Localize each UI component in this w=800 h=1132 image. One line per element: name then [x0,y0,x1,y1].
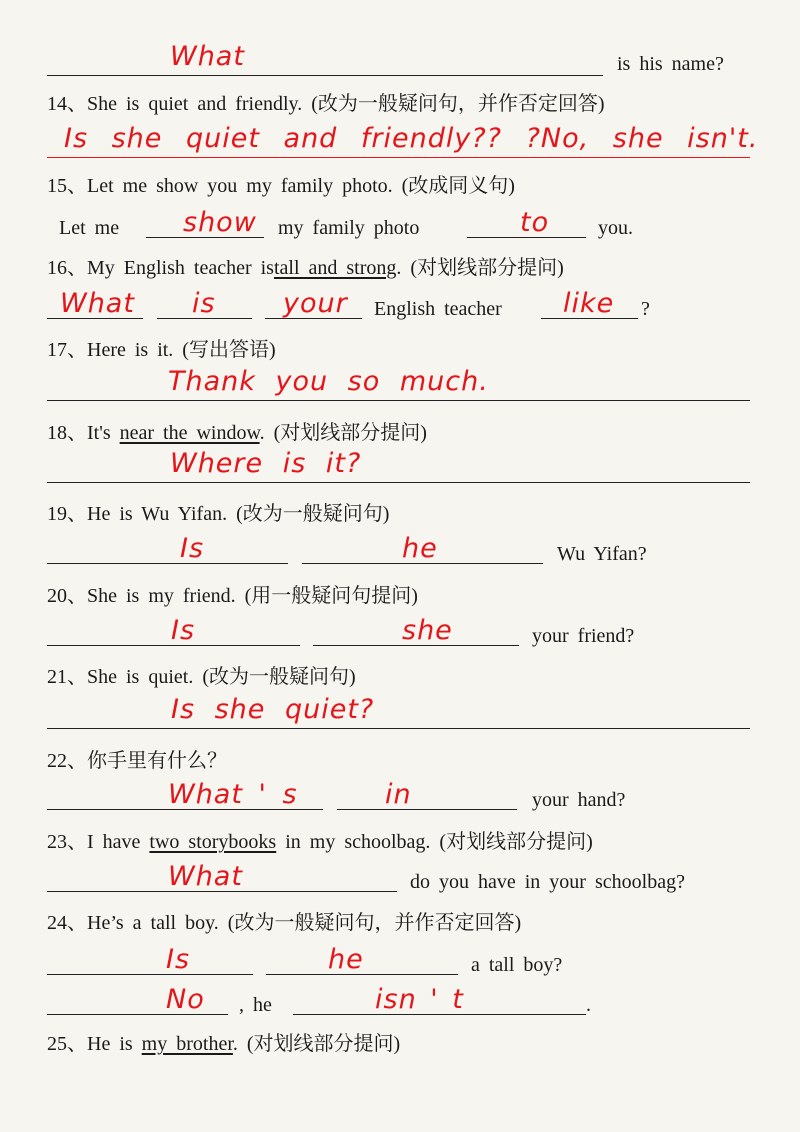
q16-answer-1: What [60,288,135,319]
q24-text-1: a tall boy? [471,954,563,976]
q17-question: 17、Here is it. (写出答语) [47,339,276,361]
q14-answer: Is she quiet and friendly?? ?No, she isn't. [64,123,759,154]
q13-answer-row [0,36,800,76]
q16-answer-4: like [563,288,615,319]
q16-answer-2: is [192,288,216,319]
q19-text-1: Wu Yifan? [557,543,647,565]
q19-answer-2: he [402,533,438,564]
q17-blank[interactable] [47,400,750,401]
q20-text-1: your friend? [532,625,635,647]
q24-text-3: . [586,994,591,1016]
q23-question-post: in my schoolbag. (对划线部分提问) [285,831,593,853]
q18-blank[interactable] [47,482,750,483]
q19-question-row [0,488,800,528]
q22-question: 22、你手里有什么？ [47,750,227,772]
q15-answer-1: show [183,207,257,238]
q19-question: 19、He is Wu Yifan. (改为一般疑问句) [47,503,390,525]
q25-question-pre: 25、He is [47,1033,133,1055]
q24-answer-3: No [166,984,205,1015]
q17-answer-row [0,361,800,401]
q15-text-1: Let me [59,217,120,239]
q18-question [47,423,427,443]
q23-question-underlined: two storybooks [149,831,277,853]
q14-blank[interactable] [47,157,750,158]
q22-answer-1: What ' s [168,779,298,810]
q14-question: 14、She is quiet and friendly. (改为一般疑问句，并作否定回答) [47,93,605,115]
q18-question-post: . (对划线部分提问) [259,422,427,444]
q23-answer-1: What [168,861,243,892]
q24-answer-row-1 [0,939,800,979]
q16-question [47,258,564,278]
q24-answer-4: isn ' t [375,984,464,1015]
q21-question-row [0,651,800,691]
q16-answer-row [0,283,800,323]
q24-question-row [0,897,800,937]
q25-question-row [0,1018,800,1058]
q24-answer-row-2 [0,979,800,1019]
q16-question-post: . (对划线部分提问) [396,257,564,279]
q20-question-row [0,570,800,610]
q21-question: 21、She is quiet. (改为一般疑问句) [47,666,356,688]
q22-answer-row [0,774,800,814]
q18-answer: Where is it? [170,448,362,479]
q16-question-row [0,242,800,282]
q13-tail: is his name? [617,53,724,75]
q24-answer-2: he [328,944,364,975]
q18-answer-row [0,443,800,483]
q23-question-pre: 23、I have [47,831,141,853]
q15-question-row [0,160,800,200]
q23-answer-row [0,856,800,896]
q21-answer-row [0,689,800,729]
q22-text-1: your hand? [532,789,626,811]
q25-question-post: . (对划线部分提问) [232,1033,401,1055]
q23-text-1: do you have in your schoolbag? [410,871,685,893]
q18-question-pre: 18、It's [47,422,111,444]
q20-answer-2: she [402,615,453,646]
q17-answer: Thank you so much. [168,366,489,397]
q19-blank-1[interactable] [47,563,288,564]
q24-blank-1[interactable] [47,974,253,975]
q20-answer-row [0,610,800,650]
q17-question-row [0,324,800,364]
q22-question-row [0,735,800,775]
q20-question: 20、She is my friend. (用一般疑问句提问) [47,585,418,607]
q19-answer-row [0,528,800,568]
q16-question-underlined: tall and strong [273,257,397,279]
q18-question-row [0,407,800,447]
q15-text-2: my family photo [278,217,420,239]
q18-question-underlined: near the window [119,422,260,444]
q22-blank-2[interactable] [337,809,517,810]
q13-blank[interactable] [47,75,603,76]
q22-answer-2: in [385,779,412,810]
q14-answer-row [0,118,800,158]
q16-text-1: English teacher [374,298,502,320]
q16-question-pre: 16、My English teacher is [47,257,274,279]
q24-answer-1: Is [166,944,191,975]
q21-answer: Is she quiet? [171,694,375,725]
q25-question [47,1034,400,1054]
q13-answer: What [170,41,245,72]
q24-text-2: , he [239,994,272,1016]
q16-answer-3: your [283,288,348,319]
q15-text-3: you. [598,217,633,239]
q15-answer-2: to [520,207,550,238]
q15-question: 15、Let me show you my family photo. (改成同义句) [47,175,515,197]
q19-answer-1: Is [180,533,205,564]
q15-answer-row [0,202,800,242]
q23-question [47,832,593,852]
q24-question: 24、He’s a tall boy. (改为一般疑问句，并作否定回答) [47,912,522,934]
q14-question-row [0,78,800,118]
q21-blank[interactable] [47,728,750,729]
q16-text-2: ? [641,298,650,320]
q25-question-underlined: my brother [141,1033,233,1055]
q23-question-row [0,816,800,856]
q20-answer-1: Is [171,615,196,646]
